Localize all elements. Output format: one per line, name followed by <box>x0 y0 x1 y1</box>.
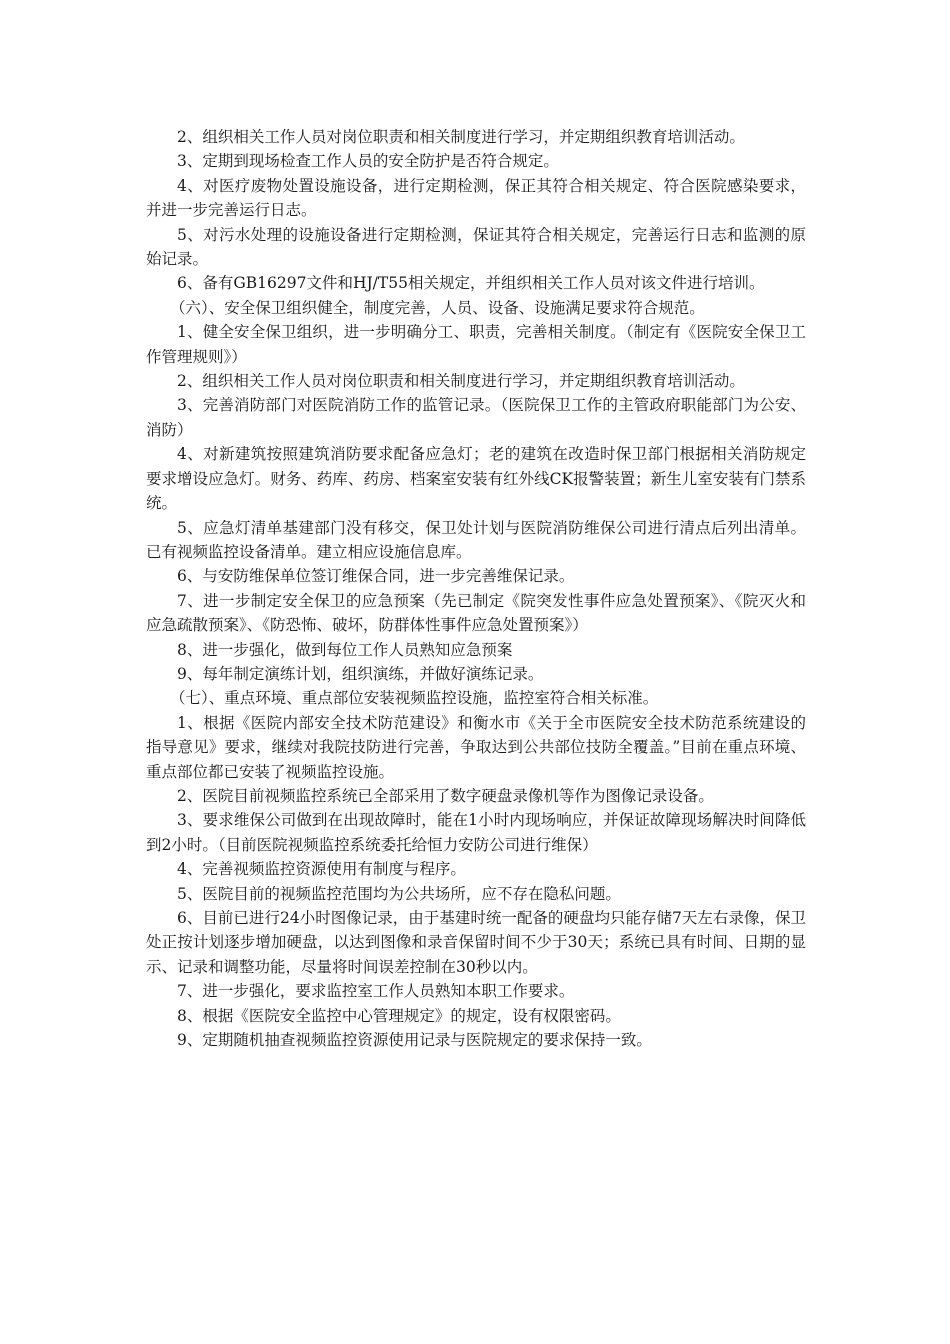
paragraph-6-4: 4、对新建筑按照建筑消防要求配备应急灯；老的建筑在改造时保卫部门根据相关消防规定要求增设应急灯。财务、药库、药房、档案室安装有红外线CK报警装置；新生儿室安装有门禁系统。 <box>146 445 806 513</box>
paragraph-5-6: 6、备有GB16297文件和HJ/T55相关规定，并组织相关工作人员对该文件进行培训。 <box>177 274 765 293</box>
paragraph-7-7: 7、进一步强化，要求监控室工作人员熟知本职工作要求。 <box>177 982 575 1001</box>
paragraph-7-2: 2、医院目前视频监控系统已全部采用了数字硬盘录像机等作为图像记录设备。 <box>177 786 714 805</box>
paragraph-7-3: 3、要求维保公司做到在出现故障时，能在1小时内现场响应，并保证故障现场解决时间降低到2小时。（目前医院视频监控系统委托给恒力安防公司进行维保） <box>146 811 806 854</box>
paragraph-5-2: 2、组织相关工作人员对岗位职责和相关制度进行学习，并定期组织教育培训活动。 <box>177 128 745 146</box>
paragraph-6-7: 7、进一步制定安全保卫的应急预案（先已制定《院突发性事件应急处置预案》、《院灭火和应急疏散预案》、《防恐怖、破坏，防群体性事件应急处置预案》） <box>146 591 806 635</box>
paragraph-6-1: 1、健全安全保卫组织，进一步明确分工、职责，完善相关制度。（制定有《医院安全保卫工作管理规则》） <box>146 323 806 366</box>
paragraph-6-5: 5、应急灯清单基建部门没有移交，保卫处计划与医院消防维保公司进行清点后列出清单。已有视频监控设备清单。建立相应设施信息库。 <box>146 518 806 561</box>
paragraph-5-4: 4、对医疗废物处置设施设备，进行定期检测，保正其符合相关规定、符合医院感染要求，并进一步完善运行日志。 <box>146 176 806 220</box>
paragraph-6-9: 9、每年制定演练计划，组织演练，并做好演练记录。 <box>177 664 544 683</box>
paragraph-6-8: 8、进一步强化，做到每位工作人员熟知应急预案 <box>177 640 513 659</box>
paragraph-6-2: 2、组织相关工作人员对岗位职责和相关制度进行学习，并定期组织教育培训活动。 <box>177 372 745 391</box>
paragraph-7-6: 6、目前已进行24小时图像记录，由于基建时统一配备的硬盘均只能存储7天左右录像，保卫处正按计划逐步增加硬盘，以达到图像和录音保留时间不少于30天；系统已具有时间、日期的显示、记录和调整功能，尽量将时间误差控制在30秒以内。 <box>146 909 806 976</box>
section-heading-6: （六）、安全保卫组织健全，制度完善，人员、设备、设施满足要求符合规范。 <box>170 298 705 317</box>
document-body <box>146 125 806 1052</box>
paragraph-7-9: 9、定期随机抽查视频监控资源使用记录与医院规定的要求保持一致。 <box>177 1031 652 1050</box>
paragraph-5-5: 5、对污水处理的设施设备进行定期检测，保证其符合相关规定，完善运行日志和监测的原始记录。 <box>146 225 806 269</box>
paragraph-6-3: 3、完善消防部门对医院消防工作的监管记录。（医院保卫工作的主管政府职能部门为公安、消防） <box>146 396 806 439</box>
paragraph-7-5: 5、医院目前的视频监控范围均为公共场所，应不存在隐私问题。 <box>177 884 621 903</box>
section-heading-7: （七）、重点环境、重点部位安装视频监控设施，监控室符合相关标准。 <box>170 689 659 708</box>
paragraph-7-8: 8、根据《医院安全监控中心管理规定》的规定，设有权限密码。 <box>177 1006 621 1025</box>
paragraph-6-6: 6、与安防维保单位签订维保合同，进一步完善维保记录。 <box>177 567 575 586</box>
paragraph-7-4: 4、完善视频监控资源使用有制度与程序。 <box>177 860 466 879</box>
paragraph-5-3: 3、定期到现场检查工作人员的安全防护是否符合规定。 <box>177 152 559 171</box>
paragraph-7-1: 1、根据《医院内部安全技术防范建设》和衡水市《关于全市医院安全技术防范系统建设的指导意见》要求，继续对我院技防进行完善，争取达到公共部位技防全覆盖。”目前在重点环境、重点部位都已安装了视频监控设施。 <box>146 713 806 781</box>
